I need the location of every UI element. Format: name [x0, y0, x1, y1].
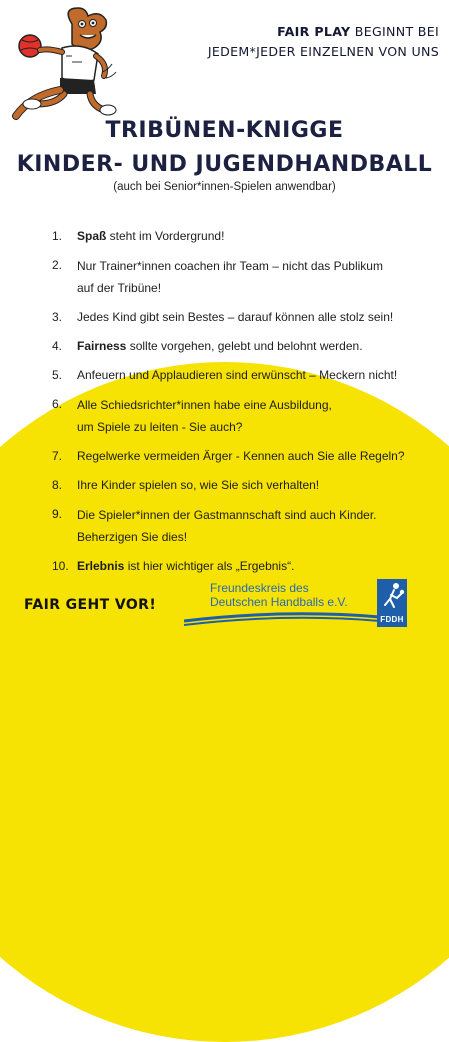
rule-number: 3.: [52, 310, 63, 324]
rule-main-text: steht im Vordergrund!: [106, 229, 225, 243]
subtitle: (auch bei Senior*innen-Spielen anwendbar): [113, 181, 336, 193]
fddh-logo-text: [210, 581, 348, 609]
rule-text: [52, 255, 432, 299]
rule-number: 10.: [52, 559, 69, 573]
rule-bold-word: Erlebnis: [77, 559, 125, 573]
rule-text: [52, 226, 432, 247]
rule-main-text: Ihre Kinder spielen so, wie Sie sich verhalten!: [77, 478, 320, 492]
rule-bold-word: Spaß: [77, 229, 107, 243]
fddh-badge: [377, 579, 407, 627]
badge-text: FDDH: [380, 615, 404, 624]
rule-main-text: Anfeuern und Applaudieren sind erwünscht – Meckern nicht!: [77, 368, 398, 382]
rule-main-text: Die Spieler*innen der Gastmannschaft sind auch Kinder.: [77, 508, 377, 522]
list-item: [52, 307, 432, 328]
rule-text: [52, 475, 432, 496]
slogan: FAIR GEHT VOR!: [24, 597, 157, 613]
logo-line2: Deutschen Handballs e.V.: [210, 595, 348, 609]
rule-number: 8.: [52, 478, 63, 492]
rules-list: [52, 226, 432, 577]
list-item: [52, 394, 432, 438]
list-item: [52, 446, 432, 467]
rule-second-line: Beherzigen Sie dies!: [77, 530, 188, 544]
list-item: [52, 255, 432, 299]
rule-main-text: Jedes Kind gibt sein Bestes – darauf können alle stolz sein!: [77, 310, 394, 324]
tagline-line2: JEDEM*JEDER EINZELNEN VON UNS: [207, 44, 439, 59]
rule-number: 4.: [52, 339, 63, 353]
rule-main-text: ist hier wichtiger als „Ergebnis“.: [124, 559, 295, 573]
title-line1: TRIBÜNEN-KNIGGE: [105, 118, 344, 143]
rule-number: 6.: [52, 397, 63, 411]
rule-text: [52, 394, 432, 438]
rule-text: [52, 504, 432, 548]
logo-swoosh-icon: [184, 607, 384, 629]
rule-number: 1.: [52, 229, 63, 243]
title-line2: KINDER- UND JUGENDHANDBALL: [16, 152, 433, 177]
rule-main-text: Regelwerke vermeiden Ärger - Kennen auch Sie alle Regeln?: [77, 449, 405, 463]
rule-number: 9.: [52, 507, 63, 521]
rule-bold-word: Fairness: [77, 339, 127, 353]
list-item: [52, 226, 432, 247]
list-item: [52, 504, 432, 548]
rule-number: 2.: [52, 258, 63, 272]
tagline-bold: FAIR PLAY: [277, 24, 351, 39]
handball-player-icon: [377, 579, 407, 613]
page-title: [0, 114, 449, 182]
rule-main-text: sollte vorgehen, gelebt und belohnt werden.: [126, 339, 363, 353]
rule-text: [52, 336, 432, 357]
tagline-rest: BEGINNT BEI: [354, 24, 439, 39]
rule-text: [52, 556, 432, 577]
list-item: [52, 475, 432, 496]
rule-text: [52, 307, 432, 328]
list-item: [52, 336, 432, 357]
list-item: [52, 556, 432, 577]
fair-play-tagline: [208, 22, 439, 62]
rule-second-line: um Spiele zu leiten - Sie auch?: [77, 420, 243, 434]
logo-line1: Freundeskreis des: [210, 581, 309, 595]
rule-second-line: auf der Tribüne!: [77, 281, 162, 295]
handball-mascot-icon: [2, 2, 120, 120]
rule-number: 5.: [52, 368, 63, 382]
rule-main-text: Nur Trainer*innen coachen ihr Team – nicht das Publikum: [77, 259, 383, 273]
rule-number: 7.: [52, 449, 63, 463]
rule-main-text: Alle Schiedsrichter*innen habe eine Ausbildung,: [77, 398, 332, 412]
list-item: [52, 365, 432, 386]
rule-text: [52, 365, 432, 386]
rule-text: [52, 446, 432, 467]
